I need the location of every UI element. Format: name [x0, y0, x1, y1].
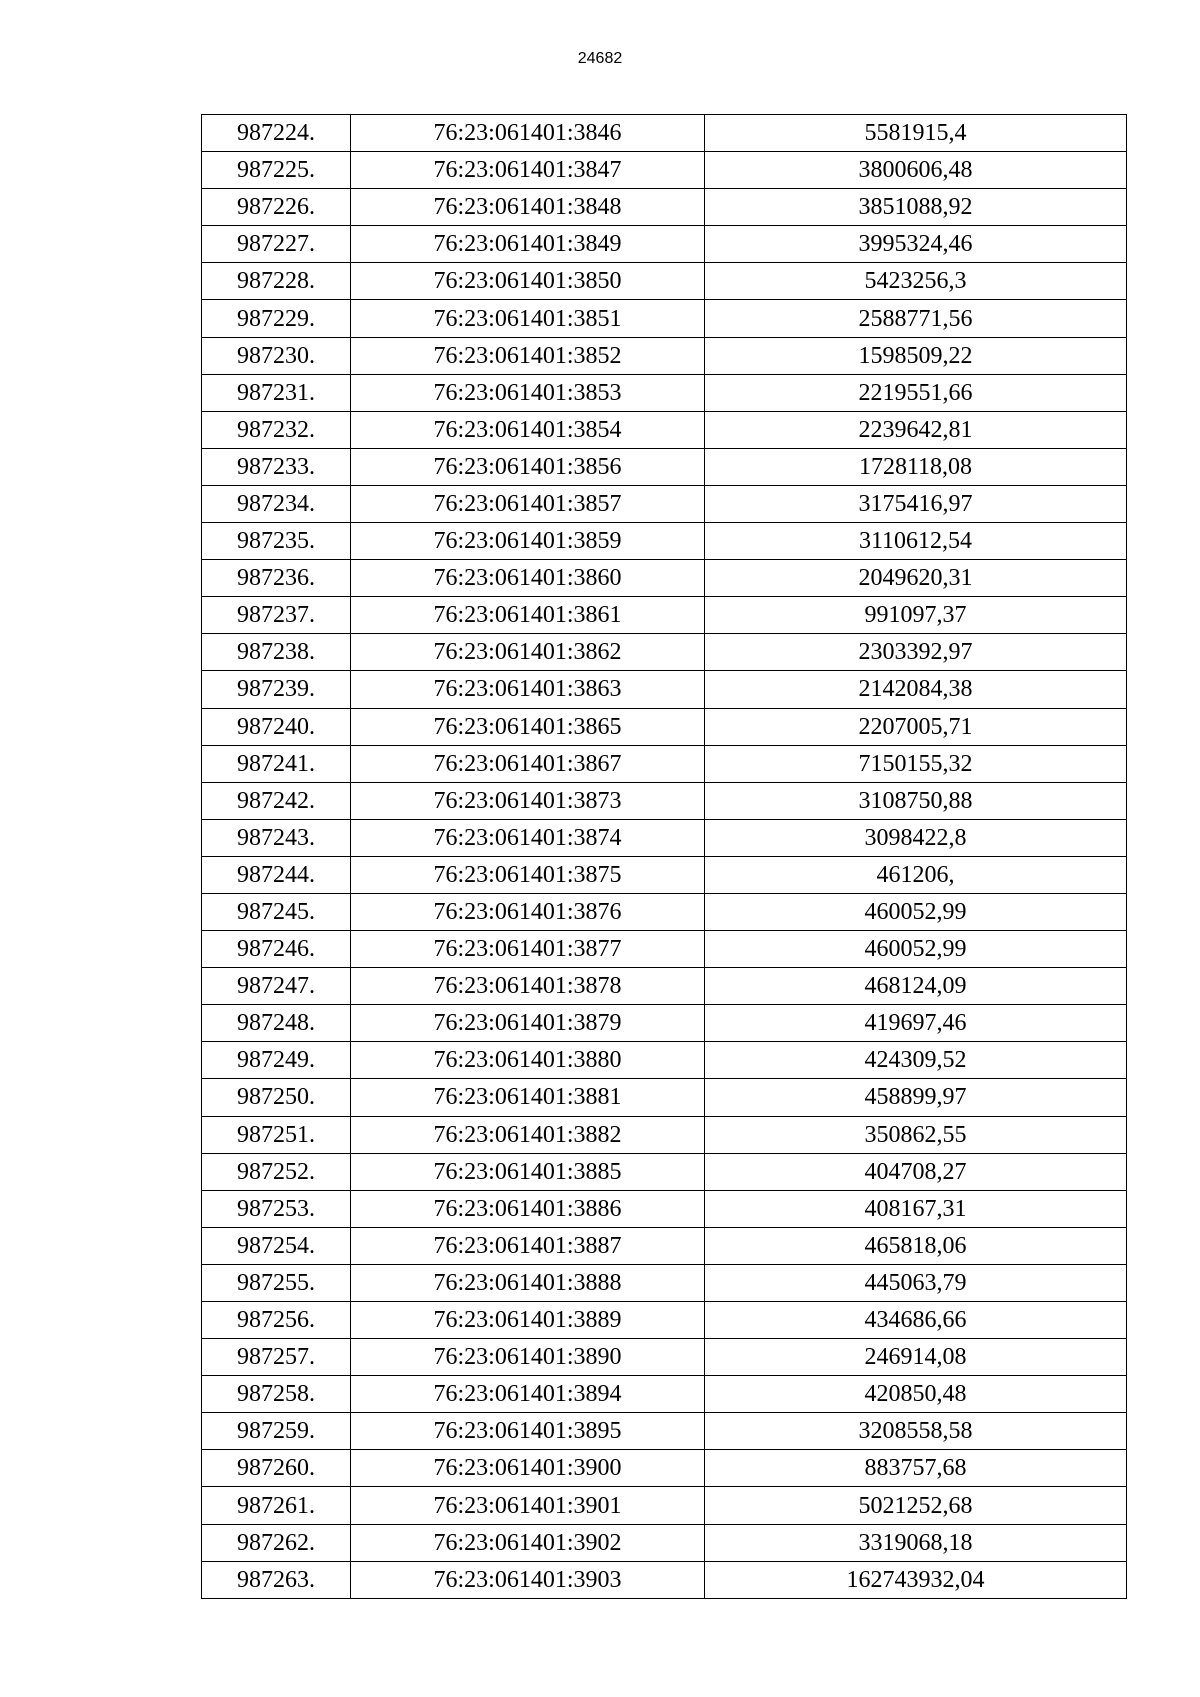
- value-cell: 420850,48: [705, 1376, 1127, 1413]
- table-row: [202, 374, 1127, 411]
- row-number-cell: 987242.: [202, 782, 351, 819]
- value-cell: 5021252,68: [705, 1487, 1127, 1524]
- value-cell: 7150155,32: [705, 745, 1127, 782]
- table-row: [202, 1042, 1127, 1079]
- cadastral-number-cell: 76:23:061401:3886: [351, 1190, 705, 1227]
- table-row: [202, 523, 1127, 560]
- table-row: [202, 1153, 1127, 1190]
- cadastral-number-cell: 76:23:061401:3885: [351, 1153, 705, 1190]
- cadastral-number-cell: 76:23:061401:3846: [351, 115, 705, 152]
- row-number-cell: 987229.: [202, 300, 351, 337]
- row-number-cell: 987239.: [202, 671, 351, 708]
- table-row: [202, 1302, 1127, 1339]
- registry-table: [201, 114, 1127, 1599]
- cadastral-number-cell: 76:23:061401:3848: [351, 189, 705, 226]
- row-number-cell: 987225.: [202, 152, 351, 189]
- table-row: [202, 1264, 1127, 1301]
- row-number-cell: 987245.: [202, 893, 351, 930]
- value-cell: 2049620,31: [705, 560, 1127, 597]
- value-cell: 3319068,18: [705, 1524, 1127, 1561]
- value-cell: 162743932,04: [705, 1561, 1127, 1598]
- table-row: [202, 1339, 1127, 1376]
- cadastral-number-cell: 76:23:061401:3875: [351, 856, 705, 893]
- table-row: [202, 411, 1127, 448]
- cadastral-number-cell: 76:23:061401:3888: [351, 1264, 705, 1301]
- row-number-cell: 987224.: [202, 115, 351, 152]
- table-row: [202, 1190, 1127, 1227]
- row-number-cell: 987244.: [202, 856, 351, 893]
- value-cell: 246914,08: [705, 1339, 1127, 1376]
- cadastral-number-cell: 76:23:061401:3859: [351, 523, 705, 560]
- row-number-cell: 987261.: [202, 1487, 351, 1524]
- cadastral-number-cell: 76:23:061401:3881: [351, 1079, 705, 1116]
- cadastral-number-cell: 76:23:061401:3877: [351, 931, 705, 968]
- cadastral-number-cell: 76:23:061401:3850: [351, 263, 705, 300]
- row-number-cell: 987228.: [202, 263, 351, 300]
- row-number-cell: 987234.: [202, 485, 351, 522]
- row-number-cell: 987258.: [202, 1376, 351, 1413]
- row-number-cell: 987227.: [202, 226, 351, 263]
- cadastral-number-cell: 76:23:061401:3856: [351, 448, 705, 485]
- cadastral-number-cell: 76:23:061401:3854: [351, 411, 705, 448]
- table-row: [202, 782, 1127, 819]
- value-cell: 1728118,08: [705, 448, 1127, 485]
- value-cell: 434686,66: [705, 1302, 1127, 1339]
- row-number-cell: 987256.: [202, 1302, 351, 1339]
- table-row: [202, 708, 1127, 745]
- value-cell: 424309,52: [705, 1042, 1127, 1079]
- value-cell: 2239642,81: [705, 411, 1127, 448]
- cadastral-number-cell: 76:23:061401:3876: [351, 893, 705, 930]
- table-row: [202, 337, 1127, 374]
- value-cell: 3800606,48: [705, 152, 1127, 189]
- cadastral-number-cell: 76:23:061401:3889: [351, 1302, 705, 1339]
- table-row: [202, 1376, 1127, 1413]
- table-row: [202, 1079, 1127, 1116]
- row-number-cell: 987262.: [202, 1524, 351, 1561]
- cadastral-number-cell: 76:23:061401:3865: [351, 708, 705, 745]
- cadastral-number-cell: 76:23:061401:3849: [351, 226, 705, 263]
- cadastral-number-cell: 76:23:061401:3903: [351, 1561, 705, 1598]
- row-number-cell: 987230.: [202, 337, 351, 374]
- row-number-cell: 987260.: [202, 1450, 351, 1487]
- cadastral-number-cell: 76:23:061401:3874: [351, 819, 705, 856]
- cadastral-number-cell: 76:23:061401:3862: [351, 634, 705, 671]
- row-number-cell: 987248.: [202, 1005, 351, 1042]
- row-number-cell: 987232.: [202, 411, 351, 448]
- row-number-cell: 987238.: [202, 634, 351, 671]
- table-row: [202, 819, 1127, 856]
- row-number-cell: 987255.: [202, 1264, 351, 1301]
- value-cell: 991097,37: [705, 597, 1127, 634]
- row-number-cell: 987257.: [202, 1339, 351, 1376]
- value-cell: 458899,97: [705, 1079, 1127, 1116]
- row-number-cell: 987252.: [202, 1153, 351, 1190]
- value-cell: 468124,09: [705, 968, 1127, 1005]
- row-number-cell: 987240.: [202, 708, 351, 745]
- value-cell: 2303392,97: [705, 634, 1127, 671]
- table-row: [202, 226, 1127, 263]
- row-number-cell: 987246.: [202, 931, 351, 968]
- row-number-cell: 987226.: [202, 189, 351, 226]
- row-number-cell: 987235.: [202, 523, 351, 560]
- value-cell: 461206,: [705, 856, 1127, 893]
- cadastral-number-cell: 76:23:061401:3882: [351, 1116, 705, 1153]
- table-row: [202, 1005, 1127, 1042]
- value-cell: 419697,46: [705, 1005, 1127, 1042]
- value-cell: 3995324,46: [705, 226, 1127, 263]
- table-row: [202, 1116, 1127, 1153]
- value-cell: 883757,68: [705, 1450, 1127, 1487]
- row-number-cell: 987263.: [202, 1561, 351, 1598]
- table-row: [202, 1487, 1127, 1524]
- cadastral-number-cell: 76:23:061401:3860: [351, 560, 705, 597]
- value-cell: 2588771,56: [705, 300, 1127, 337]
- table-row: [202, 300, 1127, 337]
- value-cell: 3208558,58: [705, 1413, 1127, 1450]
- value-cell: 1598509,22: [705, 337, 1127, 374]
- value-cell: 3098422,8: [705, 819, 1127, 856]
- cadastral-number-cell: 76:23:061401:3853: [351, 374, 705, 411]
- value-cell: 350862,55: [705, 1116, 1127, 1153]
- cadastral-number-cell: 76:23:061401:3851: [351, 300, 705, 337]
- row-number-cell: 987253.: [202, 1190, 351, 1227]
- cadastral-number-cell: 76:23:061401:3857: [351, 485, 705, 522]
- cadastral-number-cell: 76:23:061401:3901: [351, 1487, 705, 1524]
- value-cell: 3108750,88: [705, 782, 1127, 819]
- value-cell: 3175416,97: [705, 485, 1127, 522]
- page-number: 24682: [577, 50, 623, 67]
- row-number-cell: 987247.: [202, 968, 351, 1005]
- cadastral-number-cell: 76:23:061401:3878: [351, 968, 705, 1005]
- row-number-cell: 987249.: [202, 1042, 351, 1079]
- value-cell: 404708,27: [705, 1153, 1127, 1190]
- row-number-cell: 987254.: [202, 1227, 351, 1264]
- table-row: [202, 115, 1127, 152]
- row-number-cell: 987231.: [202, 374, 351, 411]
- value-cell: 2207005,71: [705, 708, 1127, 745]
- cadastral-number-cell: 76:23:061401:3852: [351, 337, 705, 374]
- cadastral-number-cell: 76:23:061401:3879: [351, 1005, 705, 1042]
- table-row: [202, 1450, 1127, 1487]
- value-cell: 465818,06: [705, 1227, 1127, 1264]
- table-row: [202, 152, 1127, 189]
- cadastral-number-cell: 76:23:061401:3895: [351, 1413, 705, 1450]
- table-row: [202, 597, 1127, 634]
- table-row: [202, 263, 1127, 300]
- table-row: [202, 968, 1127, 1005]
- table-row: [202, 1561, 1127, 1598]
- cadastral-number-cell: 76:23:061401:3902: [351, 1524, 705, 1561]
- table-row: [202, 485, 1127, 522]
- cadastral-number-cell: 76:23:061401:3890: [351, 1339, 705, 1376]
- cadastral-number-cell: 76:23:061401:3880: [351, 1042, 705, 1079]
- value-cell: 460052,99: [705, 893, 1127, 930]
- cadastral-number-cell: 76:23:061401:3861: [351, 597, 705, 634]
- row-number-cell: 987243.: [202, 819, 351, 856]
- table-row: [202, 634, 1127, 671]
- row-number-cell: 987251.: [202, 1116, 351, 1153]
- value-cell: 2142084,38: [705, 671, 1127, 708]
- table-row: [202, 448, 1127, 485]
- cadastral-number-cell: 76:23:061401:3863: [351, 671, 705, 708]
- value-cell: 445063,79: [705, 1264, 1127, 1301]
- value-cell: 2219551,66: [705, 374, 1127, 411]
- table-row: [202, 1227, 1127, 1264]
- row-number-cell: 987241.: [202, 745, 351, 782]
- cadastral-number-cell: 76:23:061401:3873: [351, 782, 705, 819]
- table-row: [202, 745, 1127, 782]
- table-row: [202, 893, 1127, 930]
- row-number-cell: 987233.: [202, 448, 351, 485]
- value-cell: 5423256,3: [705, 263, 1127, 300]
- row-number-cell: 987259.: [202, 1413, 351, 1450]
- registry-table-body: [202, 115, 1127, 1599]
- value-cell: 408167,31: [705, 1190, 1127, 1227]
- value-cell: 460052,99: [705, 931, 1127, 968]
- table-row: [202, 931, 1127, 968]
- value-cell: 3110612,54: [705, 523, 1127, 560]
- row-number-cell: 987250.: [202, 1079, 351, 1116]
- value-cell: 5581915,4: [705, 115, 1127, 152]
- table-row: [202, 671, 1127, 708]
- cadastral-number-cell: 76:23:061401:3867: [351, 745, 705, 782]
- table-row: [202, 560, 1127, 597]
- cadastral-number-cell: 76:23:061401:3894: [351, 1376, 705, 1413]
- row-number-cell: 987236.: [202, 560, 351, 597]
- table-row: [202, 189, 1127, 226]
- cadastral-number-cell: 76:23:061401:3900: [351, 1450, 705, 1487]
- cadastral-number-cell: 76:23:061401:3887: [351, 1227, 705, 1264]
- row-number-cell: 987237.: [202, 597, 351, 634]
- table-row: [202, 1413, 1127, 1450]
- value-cell: 3851088,92: [705, 189, 1127, 226]
- cadastral-number-cell: 76:23:061401:3847: [351, 152, 705, 189]
- table-row: [202, 1524, 1127, 1561]
- table-row: [202, 856, 1127, 893]
